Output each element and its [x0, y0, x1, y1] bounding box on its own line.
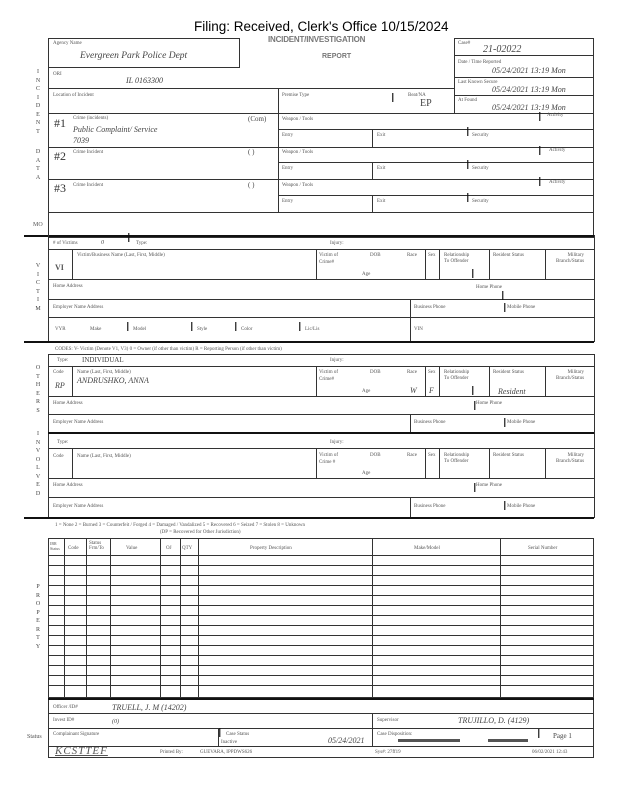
- text-cursor-icon: I: [391, 91, 395, 105]
- person1-employer-label: Employer Name Address: [53, 420, 104, 425]
- found-label: At Found: [458, 98, 478, 103]
- victim-business-phone-label: Business Phone: [414, 305, 446, 310]
- crime-1-com: (Com): [248, 115, 267, 123]
- person2-relationship-label: Relationship To Offender: [444, 453, 470, 464]
- text-cursor-icon: I: [471, 267, 475, 281]
- property-header-serial: Serial Number: [528, 546, 558, 551]
- person2-injury-label: Injury:: [330, 440, 344, 445]
- victim-injury-label: Injury:: [330, 241, 344, 246]
- text-cursor-icon: I: [466, 191, 470, 205]
- text-cursor-icon: I: [473, 399, 477, 413]
- text-cursor-icon: I: [473, 481, 477, 495]
- victim-count-value: 0: [101, 240, 104, 246]
- vehicle-lic-label: Lic/Lis: [305, 327, 320, 332]
- person1-resident-label: Resident Status: [493, 370, 524, 375]
- person1-relationship-label: Relationship To Offender: [444, 370, 470, 381]
- victim-sex-label: Sex: [428, 253, 436, 258]
- crime-2-weapon: Weapon / Tools: [282, 150, 314, 155]
- table-row: [48, 615, 594, 616]
- person1-crime-label: Crime#: [319, 377, 334, 382]
- person2-victim-of-label: Victim of: [319, 453, 339, 458]
- page-number: Page 1: [553, 732, 572, 740]
- premise-label: Premise Type: [282, 93, 310, 98]
- printed-label: Printed By:: [160, 750, 183, 755]
- vehicle-style-label: Style: [197, 327, 208, 332]
- property-header-make-model: Make/Model: [414, 546, 440, 551]
- property-header-description: Property Description: [250, 546, 292, 551]
- victim-race-label: Race: [407, 253, 417, 258]
- case-disposition-label: Case Disposition:: [377, 732, 413, 737]
- person1-business-phone-label: Business Phone: [414, 420, 446, 425]
- victim-military-label: Military Branch/Status: [556, 253, 585, 264]
- victim-mobile-phone-label: Mobile Phone: [507, 305, 536, 310]
- redacted-block: [398, 739, 460, 742]
- crime-1-code: 7039: [73, 136, 89, 145]
- text-cursor-icon: I: [234, 320, 238, 334]
- reported-label: Date / Time Reported: [458, 60, 502, 65]
- victim-employer-label: Employer Name Address: [53, 305, 104, 310]
- person2-dob-label: DOB: [370, 453, 381, 458]
- location-label: Location of Incident: [53, 93, 94, 98]
- vehicle-color-label: Color: [241, 327, 253, 332]
- crime-3-number: #3: [54, 181, 66, 195]
- table-row: [48, 645, 594, 646]
- codes-legend: CODES: V- Victim (Denote V1, V3) 0 = Owner (if other than victim) R = Reporting Person (if other than victim): [55, 347, 282, 352]
- person2-employer-label: Employer Name Address: [53, 504, 104, 509]
- crime-1-number: #1: [54, 116, 66, 130]
- complainant-label: Complainant Signature: [53, 732, 100, 737]
- person2-crime-label: Crime #: [319, 460, 336, 465]
- victim-resident-label: Resident Status: [493, 253, 524, 258]
- case-value: 21-02022: [483, 44, 522, 55]
- person1-race-value: W: [410, 386, 417, 395]
- text-cursor-icon: I: [501, 289, 505, 303]
- person1-age-label: Age: [362, 389, 371, 394]
- side-label-others: O T H E R S: [35, 365, 41, 414]
- side-label-involved: I N V O L V E D: [35, 431, 41, 497]
- supervisor-value: TRUJILLO, D. (4129): [458, 716, 530, 725]
- person2-resident-label: Resident Status: [493, 453, 524, 458]
- person2-military-label: Military Branch/Status: [556, 453, 585, 464]
- table-row: [48, 655, 594, 656]
- text-cursor-icon: I: [538, 110, 542, 124]
- person2-home-phone-label: Home Phone: [476, 483, 502, 488]
- crime-3-weapon: Weapon / Tools: [282, 183, 314, 188]
- table-row: [48, 625, 594, 626]
- person2-age-label: Age: [362, 471, 371, 476]
- person2-mobile-phone-label: Mobile Phone: [507, 504, 536, 509]
- person1-name-value: ANDRUSHKO, ANNA: [77, 376, 149, 385]
- person2-sex-label: Sex: [428, 453, 436, 458]
- beat-label: Beat/NA: [408, 93, 426, 98]
- table-row: [48, 555, 594, 556]
- victim-code: VI: [55, 263, 64, 272]
- crime-1-weapon: Weapon / Tools: [282, 117, 314, 122]
- victim-of-label: Victim of: [319, 253, 339, 258]
- property-header-oj: OJ: [166, 546, 172, 551]
- crime-3-com: ( ): [248, 181, 255, 189]
- form-title: INCIDENT/INVESTIGATION: [268, 35, 366, 44]
- sys-number: Sys#: 27ff19: [375, 750, 401, 755]
- redacted-block: [488, 739, 528, 742]
- crime-2-security: Security: [472, 166, 489, 171]
- person1-race-label: Race: [407, 370, 417, 375]
- crime-2-label: Crime Incident: [73, 150, 104, 155]
- property-table: [48, 538, 594, 698]
- crime-2-activity: Activity: [549, 148, 566, 153]
- person1-home-phone-label: Home Phone: [476, 401, 502, 406]
- victim-count-label: # of Victims: [53, 241, 78, 246]
- side-label-mo: MO: [33, 222, 43, 228]
- person1-mobile-phone-label: Mobile Phone: [507, 420, 536, 425]
- agency-label: Agency Name: [53, 41, 82, 46]
- filing-stamp: Filing: Received, Clerk's Office 10/15/2024: [194, 19, 449, 34]
- text-cursor-icon: I: [537, 727, 541, 741]
- crime-1-activity: Activity: [547, 113, 564, 118]
- person2-name-label: Name (Last, First, Middle): [77, 454, 131, 459]
- case-label: Case#: [458, 41, 471, 46]
- side-label-status: Status: [27, 734, 42, 740]
- crime-1-label: Crime (incidents): [73, 116, 109, 121]
- vehicle-year-label: VYR: [55, 327, 66, 332]
- last-known-value: 05/24/2021 13:19 Mon: [492, 85, 566, 94]
- agency-value: Evergreen Park Police Dept: [80, 51, 188, 61]
- text-cursor-icon: I: [503, 416, 507, 430]
- found-value: 05/24/2021 13:19 Mon: [492, 103, 566, 112]
- text-cursor-icon: I: [127, 231, 131, 245]
- person1-home-label: Home Address: [53, 401, 83, 406]
- supervisor-label: Supervisor: [377, 718, 399, 723]
- side-label-property: P R O P E R T Y: [35, 584, 41, 650]
- crime-2-com: ( ): [248, 148, 255, 156]
- table-row: [48, 675, 594, 676]
- property-codes: 1 = None 2 = Burned 3 = Counterfeit / Forged 4 = Damaged / Vandalized 5 = Recovered 6 = Seized 7 = Stolen 8 = Unknown: [55, 523, 305, 528]
- invest-label: Invest ID#: [53, 718, 75, 723]
- printed-date: 06/02/2021 12:43: [532, 750, 568, 755]
- text-cursor-icon: I: [538, 175, 542, 189]
- text-cursor-icon: I: [466, 158, 470, 172]
- crime-2-number: #2: [54, 149, 66, 163]
- text-cursor-icon: I: [298, 320, 302, 334]
- property-header-value: Value: [126, 546, 138, 551]
- vehicle-model-label: Model: [133, 327, 147, 332]
- person1-sex-label: Sex: [428, 370, 436, 375]
- crime-3-exit: Exit: [377, 199, 386, 204]
- crime-3-label: Crime Incident: [73, 183, 104, 188]
- table-row: [48, 565, 594, 566]
- crime-2-entry: Entry: [282, 166, 294, 171]
- victim-name-label: Victim/Business Name (Last, First, Middle): [77, 253, 165, 258]
- ori-label: ORI: [53, 72, 62, 77]
- person1-resident-value: Resident: [498, 387, 526, 396]
- person1-name-label: Name (Last, First, Middle): [77, 370, 131, 375]
- vehicle-make-label: Make: [90, 327, 102, 332]
- table-row: [48, 575, 594, 576]
- crime-3-activity: Activity: [549, 180, 566, 185]
- text-cursor-icon: I: [126, 320, 130, 334]
- case-status-label: Case Status: [226, 732, 250, 737]
- table-row: [48, 595, 594, 596]
- text-cursor-icon: I: [538, 144, 542, 158]
- victim-home-phone-label: Home Phone: [476, 285, 502, 290]
- invest-value: (0): [112, 719, 119, 725]
- person2-code-label: Code: [53, 454, 64, 459]
- crime-1-entry: Entry: [282, 133, 294, 138]
- side-label-incident: I N C I D E N T: [35, 69, 41, 135]
- text-cursor-icon: I: [190, 320, 194, 334]
- property-header-code: Code: [68, 546, 79, 551]
- person2-home-label: Home Address: [53, 483, 83, 488]
- person1-sex-value: F: [429, 386, 434, 395]
- status-date: 05/24/2021: [328, 736, 365, 745]
- property-codes-note: (DP = Recovered for Other Jurisdiction): [160, 530, 241, 535]
- crime-2-exit: Exit: [377, 166, 386, 171]
- crime-3-security: Security: [472, 199, 489, 204]
- person1-type-label: Type:: [57, 358, 69, 363]
- printed-by: GUEVARA, IPPDWS626: [200, 750, 253, 755]
- table-row: [48, 635, 594, 636]
- beat-value: EP: [420, 98, 432, 109]
- officer-label: Officer /ID#: [53, 705, 78, 710]
- form-subtitle: REPORT: [322, 53, 352, 60]
- victim-dob-label: DOB: [370, 253, 381, 258]
- signature: KCSTTEF: [55, 745, 108, 757]
- property-header-ibr: IBR Status: [50, 541, 60, 551]
- victim-relationship-label: Relationship To Offender: [444, 253, 470, 264]
- person1-victim-of-label: Victim of: [319, 370, 339, 375]
- person1-type-value: INDIVIDUAL: [82, 356, 124, 364]
- case-status-value: Inactive: [221, 740, 238, 745]
- crime-3-entry: Entry: [282, 199, 294, 204]
- property-header-qty: QTY: [182, 546, 193, 551]
- crime-1-value: Public Complaint/ Service: [73, 125, 158, 134]
- text-cursor-icon: I: [466, 125, 470, 139]
- person1-dob-label: DOB: [370, 370, 381, 375]
- text-cursor-icon: I: [503, 301, 507, 315]
- victim-age-label: Age: [362, 272, 371, 277]
- text-cursor-icon: I: [503, 499, 507, 513]
- last-known-label: Last Known Secure: [458, 80, 498, 85]
- table-row: [48, 585, 594, 586]
- ori-value: IL 0163300: [126, 76, 163, 85]
- crime-1-security: Security: [472, 133, 489, 138]
- case-box: [454, 38, 594, 56]
- person1-military-label: Military Branch/Status: [556, 370, 585, 381]
- person1-code-label: Code: [53, 370, 64, 375]
- officer-value: TRUELL, J. M (14202): [112, 703, 187, 712]
- side-label-victim: V I C T I M: [35, 263, 41, 312]
- text-cursor-icon: I: [218, 726, 222, 740]
- victim-type-label: Type:: [136, 241, 148, 246]
- person1-injury-label: Injury:: [330, 358, 344, 363]
- person2-race-label: Race: [407, 453, 417, 458]
- table-row: [48, 665, 594, 666]
- person1-code-value: RP: [55, 381, 65, 390]
- reported-value: 05/24/2021 13:19 Mon: [492, 66, 566, 75]
- person2-type-label: Type:: [57, 440, 69, 445]
- table-row: [48, 685, 594, 686]
- victim-crime-label: Crime#: [319, 260, 334, 265]
- side-label-data: D A T A: [35, 149, 41, 181]
- vehicle-vin-label: VIN: [414, 327, 423, 332]
- victim-home-label: Home Address: [53, 284, 83, 289]
- text-cursor-icon: I: [471, 384, 475, 398]
- person2-business-phone-label: Business Phone: [414, 504, 446, 509]
- table-row: [48, 605, 594, 606]
- crime-1-exit: Exit: [377, 133, 386, 138]
- property-header-status-from-to: Status Frm/To: [89, 541, 104, 551]
